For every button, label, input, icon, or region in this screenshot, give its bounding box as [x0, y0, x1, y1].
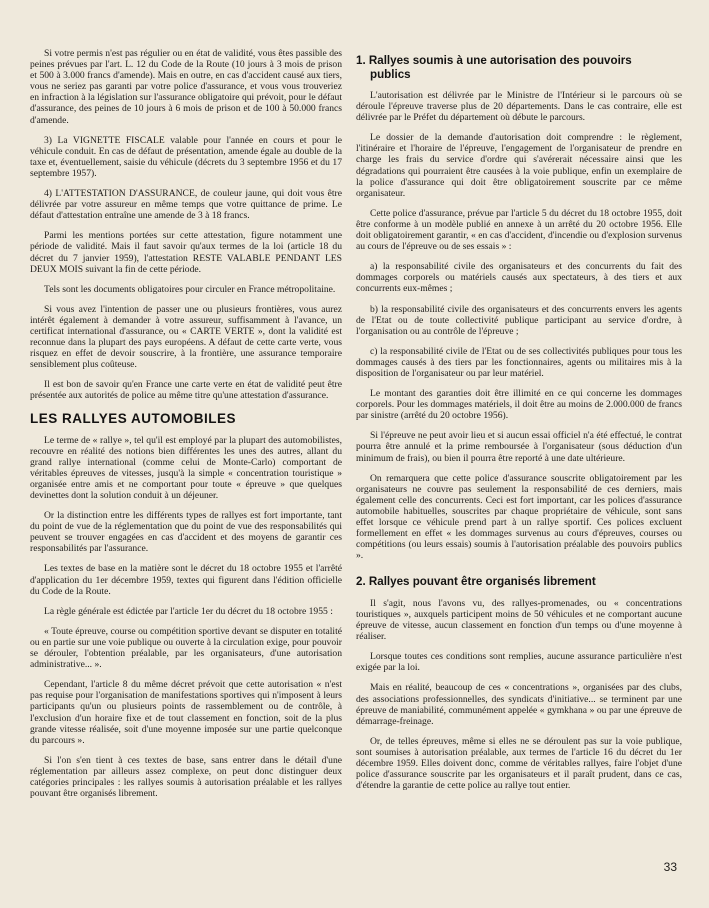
subsection-heading-1 — [356, 54, 682, 81]
paragraph: On remarquera que cette police d'assurance souscrite obligatoirement par les organisateurs ne couvre pas seulement la responsabilité de ces derniers, mais également celle des concurrents. Ceci est fort important, car les polices d'assurance automobile habituelles, souscrites par chaque propriétaire de véhicule, sont sans effet lorsque ce véhicule prend part à un rallye sportif. Ces polices excluent formellement en effet « les dommages survenus au cours d'épreuves, courses ou compétitions (ou leurs essais) soumis à l'autorisation préalable des pouvoirs publics ». — [356, 472, 682, 562]
paragraph: La règle générale est édictée par l'article 1er du décret du 18 octobre 1955 : — [44, 605, 333, 617]
heading-line: 1. Rallyes soumis à une autorisation des pouvoirs — [356, 54, 632, 67]
section-heading: LES RALLYES AUTOMOBILES — [30, 410, 237, 426]
paragraph: c) la responsabilité civile de l'Etat ou de ses collectivités publiques pour tous les dommages causés à des tiers par les fonctionnaires, agents ou militaires mis à la disposition de l'organisateur ou par leur matériel. — [356, 345, 682, 379]
paragraph: Si vous avez l'intention de passer une ou plusieurs frontières, vous aurez intérêt également à demander à votre assureur, suffisamment à l'avance, un certificat international d'assurance, ou « CARTE VERTE », dont la validité est reconnue dans la plupart des pays européens. A défaut de cette carte verte, vous risquez en effet de devoir souscrire, à la frontière, une assurance temporaire sensiblement plus coûteuse. — [30, 303, 342, 371]
paragraph: Or la distinction entre les différents types de rallyes est fort importante, tant du point de vue de la réglementation que du point de vue des responsabilités qui peuvent se trouver engagées en cas d'accident et des moyens de garantir ces responsabilités par l'assurance. — [30, 510, 342, 555]
paragraph: Mais en réalité, beaucoup de ces « concentrations », organisées par des clubs, des associations professionnelles, des syndicats d'initiative... se terminent par une épreuve de maniabilité, communément appelée « gymkhana » ou par une épreuve de démarrage-freinage. — [356, 682, 682, 727]
paragraph: Si l'épreuve ne peut avoir lieu et si aucun essai officiel n'a été effectué, le contrat pourra être annulé et la prime remboursée à l'organisateur (sous déduction d'un minimum de frais), ou bien il pourra être reporté à une date ultérieure. — [356, 430, 682, 464]
paragraph: Il est bon de savoir qu'en France une carte verte en état de validité peut être présentée aux autorités de police au même titre qu'une attestation d'assurance. — [30, 379, 342, 402]
paragraph: Il s'agit, nous l'avons vu, des rallyes-promenades, ou « concentrations touristiques », auxquels participent moins de 50 véhicules et ne comportant aucune épreuve de vitesse, aucun classement en fonction d'un temps ou d'une moyenne à réaliser. — [356, 597, 682, 643]
left-column — [30, 48, 342, 808]
paragraph: « Toute épreuve, course ou compétition sportive devant se disputer en totalité ou en partie sur une voie publique ou ouverte à la circulation exige, pour pouvoir se dérouler, l'obtention préalable, par les organisateurs, d'une autorisation administrative... ». — [30, 625, 342, 671]
paragraph: L'autorisation est délivrée par le Ministre de l'Intérieur si le parcours où se déroule l'épreuve traverse plus de 20 départements. Dans le cas contraire, elle est délivrée par le Préfet du département où débute le parcours. — [356, 90, 682, 124]
paragraph: Parmi les mentions portées sur cette attestation, figure notamment une période de validité. Mais il faut savoir qu'aux termes de la loi (article 18 du décret du 7 janvier 1959), l'attestation RESTE VALABLE PENDANT LES DEUX MOIS suivant la fin de cette période. — [30, 230, 342, 275]
paragraph: Lorsque toutes ces conditions sont remplies, aucune assurance particulière n'est exigée par la loi. — [356, 651, 682, 674]
paragraph: Or, de telles épreuves, même si elles ne se déroulent pas sur la voie publique, sont soumises à autorisation préalable, aux termes de l'article 16 du décret du 1er décembre 1959. Elles doivent donc, comme de véritables rallyes, faire l'objet d'une police d'assurance souscrite par les organisateurs et il paraît prudent, dans ce cas, d'étendre la garantie de cette police au rallye tout entier. — [356, 735, 682, 792]
paragraph: Le montant des garanties doit être illimité en ce qui concerne les dommages corporels. Pour les dommages matériels, il doit être au moins de 2.000.000 de francs par sinistre (arrêté du 20 octobre 1956). — [356, 388, 682, 422]
paragraph: Le terme de « rallye », tel qu'il est employé par la plupart des automobilistes, recouvre en réalité des notions bien différentes les unes des autres, allant du grand rallye international (comme celui de Monte-Carlo) comportant de véritables épreuves de vitesses, jusqu'à la simple « concentration touristique » organisée entre amis et ne comportant pour toute « épreuve » que quelques devinettes dont la solution conduit à un déjeuner. — [30, 434, 342, 501]
subsection-heading-2: 2. Rallyes pouvant être organisés librement — [356, 575, 596, 589]
paragraph: a) la responsabilité civile des organisateurs et des concurrents du fait des dommages corporels ou matériels causés aux spectateurs, à des tiers et aux concurrents eux-mêmes ; — [356, 261, 682, 295]
paragraph: Les textes de base en la matière sont le décret du 18 octobre 1955 et l'arrêté d'application du 1er décembre 1959, textes qui figurent dans l'édition officielle du Code de la Route. — [30, 563, 342, 597]
paragraph: 3) La VIGNETTE FISCALE valable pour l'année en cours et pour le véhicule conduit. En cas de défaut de présentation, amende égale au double de la taxe et, éventuellement, saisie du véhicule (décrets du 3 septembre 1956 et du 17 septembre 1957). — [30, 134, 342, 179]
paragraph: Le dossier de la demande d'autorisation doit comprendre : le règlement, l'itinéraire et l'horaire de l'épreuve, l'engagement de l'organisateur de prendre en charge les frais du service d'ordre qui s'avérerait nécessaire ainsi que les dégradations qui pourraient être causées à la voie publique, enfin un exemplaire de la police d'assurance qui doit être obligatoirement souscrite par ce même organisateur. — [356, 132, 682, 199]
paragraph: 4) L'ATTESTATION D'ASSURANCE, de couleur jaune, qui doit vous être délivrée par votre assureur en même temps que votre quittance de prime. Le défaut d'attestation entraîne une amende de 3 à 18 francs. — [30, 188, 342, 222]
page-number: 33 — [663, 860, 677, 874]
paragraph: Cependant, l'article 8 du même décret prévoit que cette autorisation « n'est pas requise pour l'organisation de manifestations sportives qui n'imposent à leurs participants qu'un ou plusieurs points de rassemblement ou de contrôle, à l'exclusion d'un horaire fixe et de tout classement en fonction, soit de la plus grande vitesse réalisée, soit d'une moyenne imposée sur une partie quelconque du parcours ». — [30, 679, 342, 746]
paragraph: Tels sont les documents obligatoires pour circuler en France métropolitaine. — [44, 283, 336, 295]
paragraph: Si l'on s'en tient à ces textes de base, sans entrer dans le détail d'une réglementation par ailleurs assez complexe, on peut donc distinguer deux catégories principales : les rallyes soumis à autorisation préalable et les rallyes pouvant être organisés librement. — [30, 754, 342, 800]
paragraph: Si votre permis n'est pas régulier ou en état de validité, vous êtes passible des peines prévues par l'art. L. 12 du Code de la Route (10 jours à 3 mois de prison et 500 à 3.000 francs d'amende). Mais en outre, en cas d'accident causé aux tiers, vous ne seriez pas garanti par votre police d'assurance, et vous vous trouveriez en infraction à la législation sur l'assurance obligatoire qui prévoit, pour le défaut d'assurance, des peines de 10 jours à 6 mois de prison et de 100 à 50.000 francs d'amende. — [30, 48, 342, 126]
heading-line: publics — [370, 67, 411, 81]
paragraph: b) la responsabilité civile des organisateurs et des concurrents envers les agents de l'Etat ou de toute collectivité publique participant au service d'ordre, à l'organisation ou au contrôle de l'épreuve ; — [356, 303, 682, 337]
right-column — [356, 54, 682, 800]
paragraph: Cette police d'assurance, prévue par l'article 5 du décret du 18 octobre 1955, doit être conforme à un modèle publié en annexe à un arrêté du 20 octobre 1956. Elle doit obligatoirement garantir, « en cas d'accident, d'incendie ou d'explosion survenus au cours de l'épreuve ou de ses essais » : — [356, 207, 682, 253]
